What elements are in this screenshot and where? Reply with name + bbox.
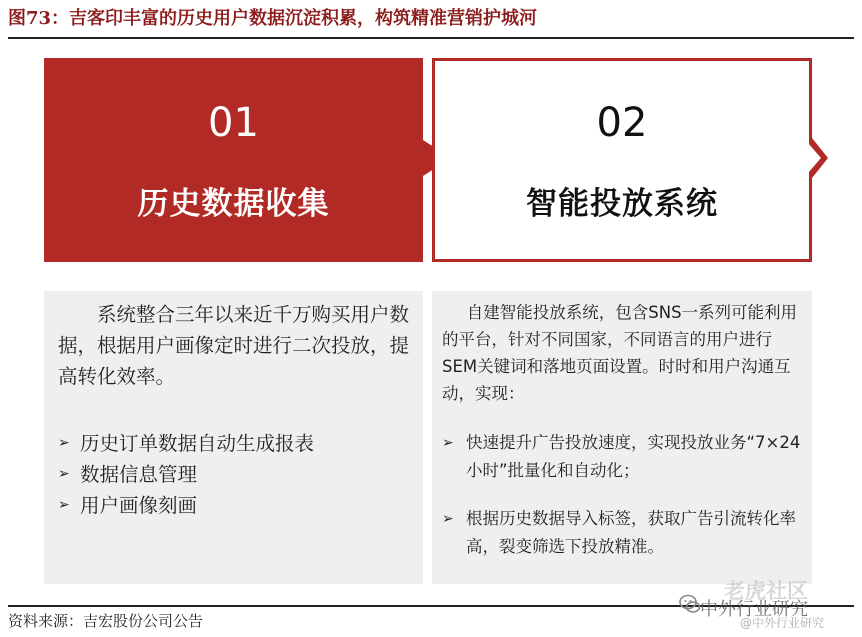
bullet-list [58,428,409,521]
card-description: 系统整合三年以来近千万购买用户数据，根据用户画像定时进行二次投放，提高转化效率。 [58,303,410,388]
arrowhead-bullet-icon: ➢ [58,435,70,451]
card-history-data-body [44,291,423,584]
list-item [58,428,409,459]
card-smart-delivery-header [432,58,812,262]
card-number: 02 [596,100,648,146]
title-divider [8,37,854,39]
watermark-text: @中外行业研究 [740,616,825,630]
card-history-data-header [44,58,423,262]
list-item-text: 用户画像刻画 [80,494,198,517]
list-item-text: 根据历史数据导入标签，获取广告引流转化率高，裂变筛选下投放精准。 [466,509,796,556]
source-note: 资料来源：吉宏股份公司公告 [8,612,204,630]
arrowhead-bullet-icon: ➢ [442,435,454,451]
list-item [58,490,409,521]
list-item-text: 数据信息管理 [80,463,198,486]
list-item-text: 快速提升广告投放速度，实现投放业务“7×24小时”批量化和自动化； [466,433,801,480]
card-smart-delivery-body [432,291,812,584]
arrowhead-bullet-icon: ➢ [58,466,70,482]
wechat-icon [678,592,702,616]
arrowhead-bullet-icon: ➢ [442,511,454,527]
card-number: 01 [208,100,259,146]
arrowhead-bullet-icon: ➢ [58,497,70,513]
list-item-text: 历史订单数据自动生成报表 [80,432,315,455]
watermark-text: 中外行业研究 [700,599,808,620]
arrow-right-icon-inner [808,143,821,173]
card-description: 自建智能投放系统，包含SNS一系列可能利用的平台，针对不同国家，不同语言的用户进行SEM关键词和落地页面设置。时时和用户沟通互动，实现： [442,303,798,403]
figure-title: 图73：吉客印丰富的历史用户数据沉淀积累，构筑精准营销护城河 [8,8,538,29]
list-item [442,505,802,561]
card-name: 历史数据收集 [137,186,330,222]
list-item [58,459,409,490]
watermark-text: 老虎社区 [724,579,808,603]
bullet-list [442,429,802,561]
card-name: 智能投放系统 [526,186,718,222]
list-item [442,429,802,485]
